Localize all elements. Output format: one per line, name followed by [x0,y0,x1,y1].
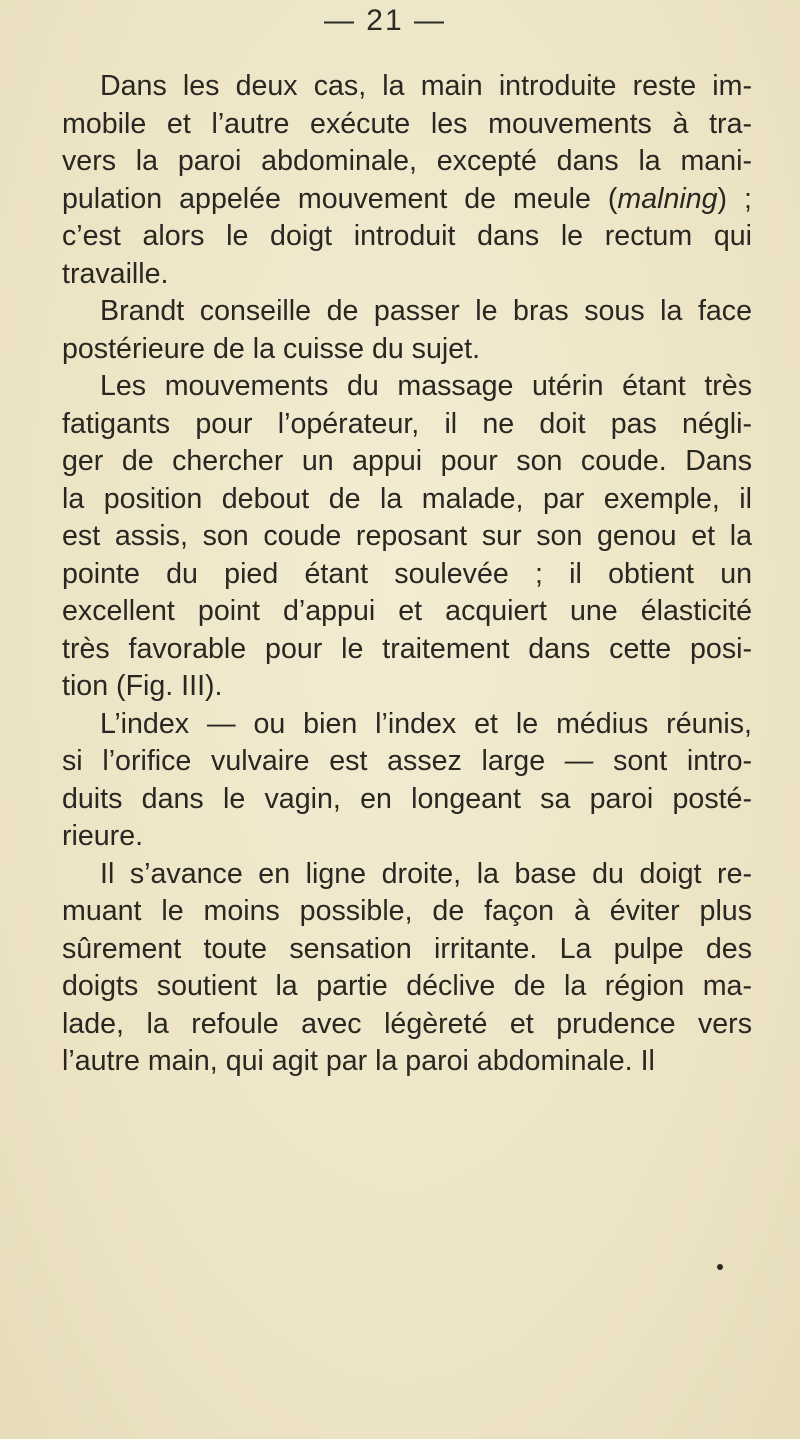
text-line: rieure. [62,820,144,852]
text-line: muant le moins possible, de façon à éviter plus [62,895,752,927]
text-line: ger de chercher un appui pour son coude. Dans [62,445,752,477]
text-line: fatigants pour l’opérateur, il ne doit pas négli- [62,407,752,440]
text-line: Dans les deux cas, la main introduite reste im- [100,70,752,102]
text-line: tion (Fig. III). [62,670,223,702]
text-line: Brandt conseille de passer le bras sous la face [100,295,752,327]
text-line: excellent point d’appui et acquiert une élasticité [62,595,752,627]
text-line: doigts soutient la partie déclive de la région ma- [62,970,752,1002]
text-line: c’est alors le doigt introduit dans le rectum qui [62,220,752,252]
text-line: très favorable pour le traitement dans cette posi- [62,632,752,665]
text-line: l’autre main, qui agit par la paroi abdominale. Il [62,1045,655,1077]
text-line: sûrement toute sensation irritante. La pulpe des [62,932,752,965]
text-line: mobile et l’autre exécute les mouvements à tra- [62,107,752,140]
printing-speck [717,1264,723,1270]
page-number: — 21 — [323,4,447,37]
text-line: pointe du pied étant soulevée ; il obtient un [62,557,752,590]
text-line: est assis, son coude reposant sur son genou et la [62,520,752,552]
text-line: pulation appelée mouvement de meule (malning) ; [62,182,752,215]
italic-term: malning [617,182,718,215]
text-line: postérieure de la cuisse du sujet. [62,332,481,365]
text-line: travaille. [62,257,169,290]
text-line: Les mouvements du massage utérin étant très [100,370,752,402]
text-line: lade, la refoule avec légèreté et prudence vers [62,1007,752,1040]
text-line: duits dans le vagin, en longeant sa paroi posté- [62,782,752,815]
text-line: la position debout de la malade, par exemple, il [62,482,752,515]
body-text [62,68,752,1081]
text-line: Il s’avance en ligne droite, la base du doigt re- [100,857,752,890]
text-line: si l’orifice vulvaire est assez large — sont intro- [62,745,752,777]
text-line: vers la paroi abdominale, excepté dans la mani- [62,145,752,177]
text-line: L’index — ou bien l’index et le médius réunis, [100,707,752,740]
